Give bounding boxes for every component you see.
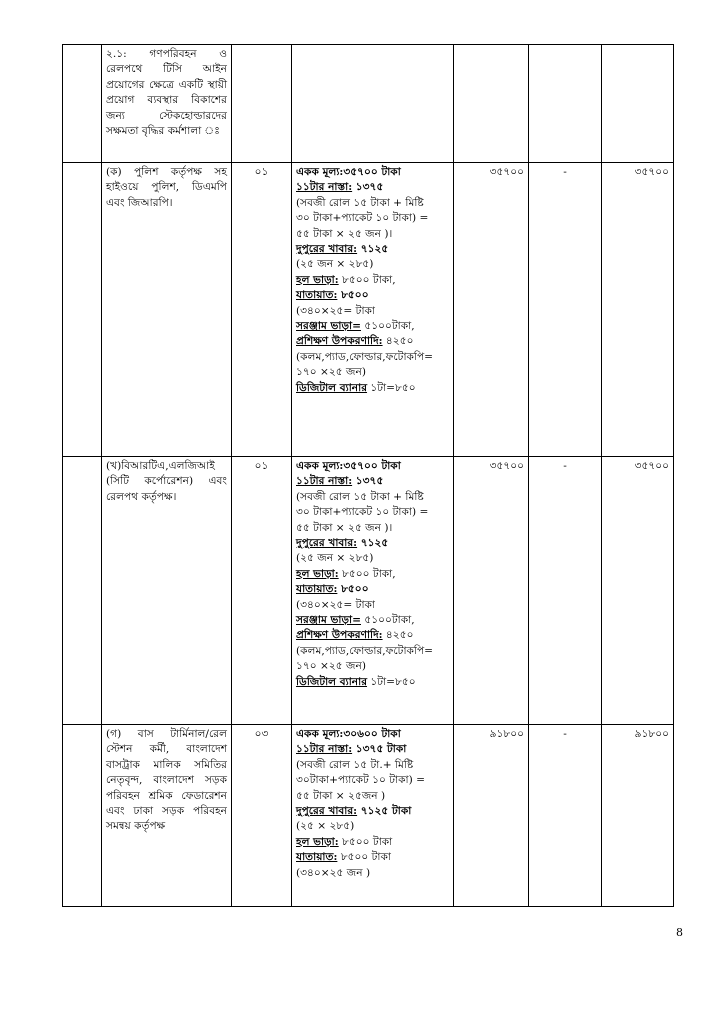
count-cell: ০৩: [232, 725, 292, 907]
snacks-line: ১১টার নাস্তা: ১৩৭৫: [296, 475, 384, 488]
lunch-detail: (২৫ × ২৮৫): [296, 820, 355, 833]
detail-cell: [292, 45, 454, 163]
materials-detail: ১৭০ ×২৫ জন): [296, 366, 366, 379]
banner-line: ডিজিটাল ব্যানার ১টা=৮৫০: [296, 675, 416, 688]
serial-cell: [63, 163, 102, 457]
count-cell: ০১: [232, 457, 292, 725]
snacks-detail: ৫৫ টাকা × ২৫ জন )।: [296, 227, 393, 240]
count-cell: ০১: [232, 163, 292, 457]
cost-breakdown: [292, 163, 454, 457]
banner-line: ডিজিটাল ব্যানার ১টা=৮৫০: [296, 381, 416, 394]
materials-line: প্রশিক্ষণ উপকরণাদি: ৪২৫০: [296, 629, 414, 642]
grand-cell: [602, 45, 674, 163]
serial-cell: [63, 45, 102, 163]
transport-line: যাতায়াত: ৮৫০০ টাকা: [296, 851, 391, 864]
other-cell: [529, 45, 602, 163]
grand-cell: ৯১৮০০: [602, 725, 674, 907]
cost-breakdown: [292, 725, 454, 907]
lunch-line: দুপুরের খাবার: ৭১২৫ টাকা: [296, 805, 412, 818]
transport-detail: (৩৪০×২৫= টাকা: [296, 598, 375, 611]
materials-line: প্রশিক্ষণ উপকরণাদি: ৪২৫০: [296, 335, 414, 348]
hall-line: হল ভাড়া: ৮৫০০ টাকা: [296, 835, 393, 848]
hall-line: হল ভাড়া: ৮৫০০ টাকা,: [296, 567, 396, 580]
snacks-detail: (সবজী রোল ১৫ টাকা + মিষ্টি: [296, 490, 424, 503]
serial-cell: [63, 725, 102, 907]
snacks-detail: (সবজী রোল ১৫ টাকা + মিষ্টি: [296, 196, 424, 209]
budget-table: [62, 44, 674, 907]
other-cell: -: [529, 163, 602, 457]
lunch-detail: (২৫ জন × ২৮৫): [296, 552, 374, 565]
table-row: [63, 457, 674, 725]
serial-cell: [63, 457, 102, 725]
total-cell: ৯১৮০০: [454, 725, 529, 907]
snacks-detail: ৩০টাকা+প্যাকেট ১০ টাকা) =: [296, 774, 425, 787]
participants-cell: (ক) পুলিশ কর্তৃপক্ষ সহ হাইওয়ে পুলিশ, ডিএমপি এবং জিআরপি।: [102, 163, 232, 457]
page-number: 8: [676, 926, 683, 939]
transport-line: যাতায়াত: ৮৫০০: [296, 583, 369, 596]
snacks-detail: ৩০ টাকা+প্যাকেট ১০ টাকা) =: [296, 506, 429, 519]
snacks-line: ১১টার নাস্তা: ১৩৭৫ টাকা: [296, 743, 407, 756]
count-cell: [232, 45, 292, 163]
snacks-detail: ৫৫ টাকা × ২৫জন ): [296, 789, 386, 802]
participants-cell: (গ) বাস টার্মিনাল/রেল স্টেশন কর্মী, বাংলাদেশ বাসট্রাক মালিক সমিতির নেতৃবৃন্দ, বাংলাদেশ সড়ক পরিবহন শ্রমিক ফেডারেশন এবং ঢাকা সড়ক পরিবহন সমন্বয় কর্তৃপক্ষ: [102, 725, 232, 907]
lunch-line: দুপুরের খাবার: ৭১২৫: [296, 243, 389, 256]
materials-detail: (কলম,প্যাড,ফোল্ডার,ফটোকপি=: [296, 350, 434, 363]
materials-detail: ১৭০ ×২৫ জন): [296, 660, 366, 673]
table-row: [63, 725, 674, 907]
transport-line: যাতায়াত: ৮৫০০: [296, 289, 369, 302]
materials-detail: (কলম,প্যাড,ফোল্ডার,ফটোকপি=: [296, 644, 434, 657]
snacks-line: ১১টার নাস্তা: ১৩৭৫: [296, 181, 384, 194]
transport-detail: (৩৪০×২৫ জন ): [296, 866, 371, 879]
section-row: [63, 45, 674, 163]
snacks-detail: ৫৫ টাকা × ২৫ জন )।: [296, 521, 393, 534]
snacks-detail: (সবজী রোল ১৫ টা.+ মিষ্টি: [296, 758, 414, 771]
unit-cost: একক মূল্য:৩০৬০০ টাকা: [296, 728, 401, 740]
grand-cell: ৩৫৭০০: [602, 457, 674, 725]
total-cell: [454, 45, 529, 163]
other-cell: -: [529, 457, 602, 725]
total-cell: ৩৫৭০০: [454, 457, 529, 725]
transport-detail: (৩৪০×২৫= টাকা: [296, 304, 375, 317]
section-title: ২.১: গণপরিবহন ও রেলপথে টিসি আইন প্রয়োগের ক্ষেত্রে একটি স্থায়ী প্রয়োগ ব্যবস্থার বিকাশের জন্য স্টেকহোল্ডারদের সক্ষমতা বৃদ্ধির কর্মশালা ঃ: [102, 45, 232, 163]
equipment-line: সরঞ্জাম ভাড়া= ৫১০০টাকা,: [296, 614, 415, 627]
participants-cell: (খ)বিআরটিএ,এলজিআই (সিটি কর্পোরেশন) এবং রেলপথ কর্তৃপক্ষ।: [102, 457, 232, 725]
grand-cell: ৩৫৭০০: [602, 163, 674, 457]
unit-cost: একক মূল্য:৩৫৭০০ টাকা: [296, 460, 401, 472]
other-cell: -: [529, 725, 602, 907]
table-row: [63, 163, 674, 457]
unit-cost: একক মূল্য:৩৫৭০০ টাকা: [296, 166, 401, 178]
snacks-detail: ৩০ টাকা+প্যাকেট ১০ টাকা) =: [296, 212, 429, 225]
hall-line: হল ভাড়া: ৮৫০০ টাকা,: [296, 273, 396, 286]
lunch-line: দুপুরের খাবার: ৭১২৫: [296, 537, 389, 550]
cost-breakdown: [292, 457, 454, 725]
equipment-line: সরঞ্জাম ভাড়া= ৫১০০টাকা,: [296, 320, 415, 333]
lunch-detail: (২৫ জন × ২৮৫): [296, 258, 374, 271]
total-cell: ৩৫৭০০: [454, 163, 529, 457]
